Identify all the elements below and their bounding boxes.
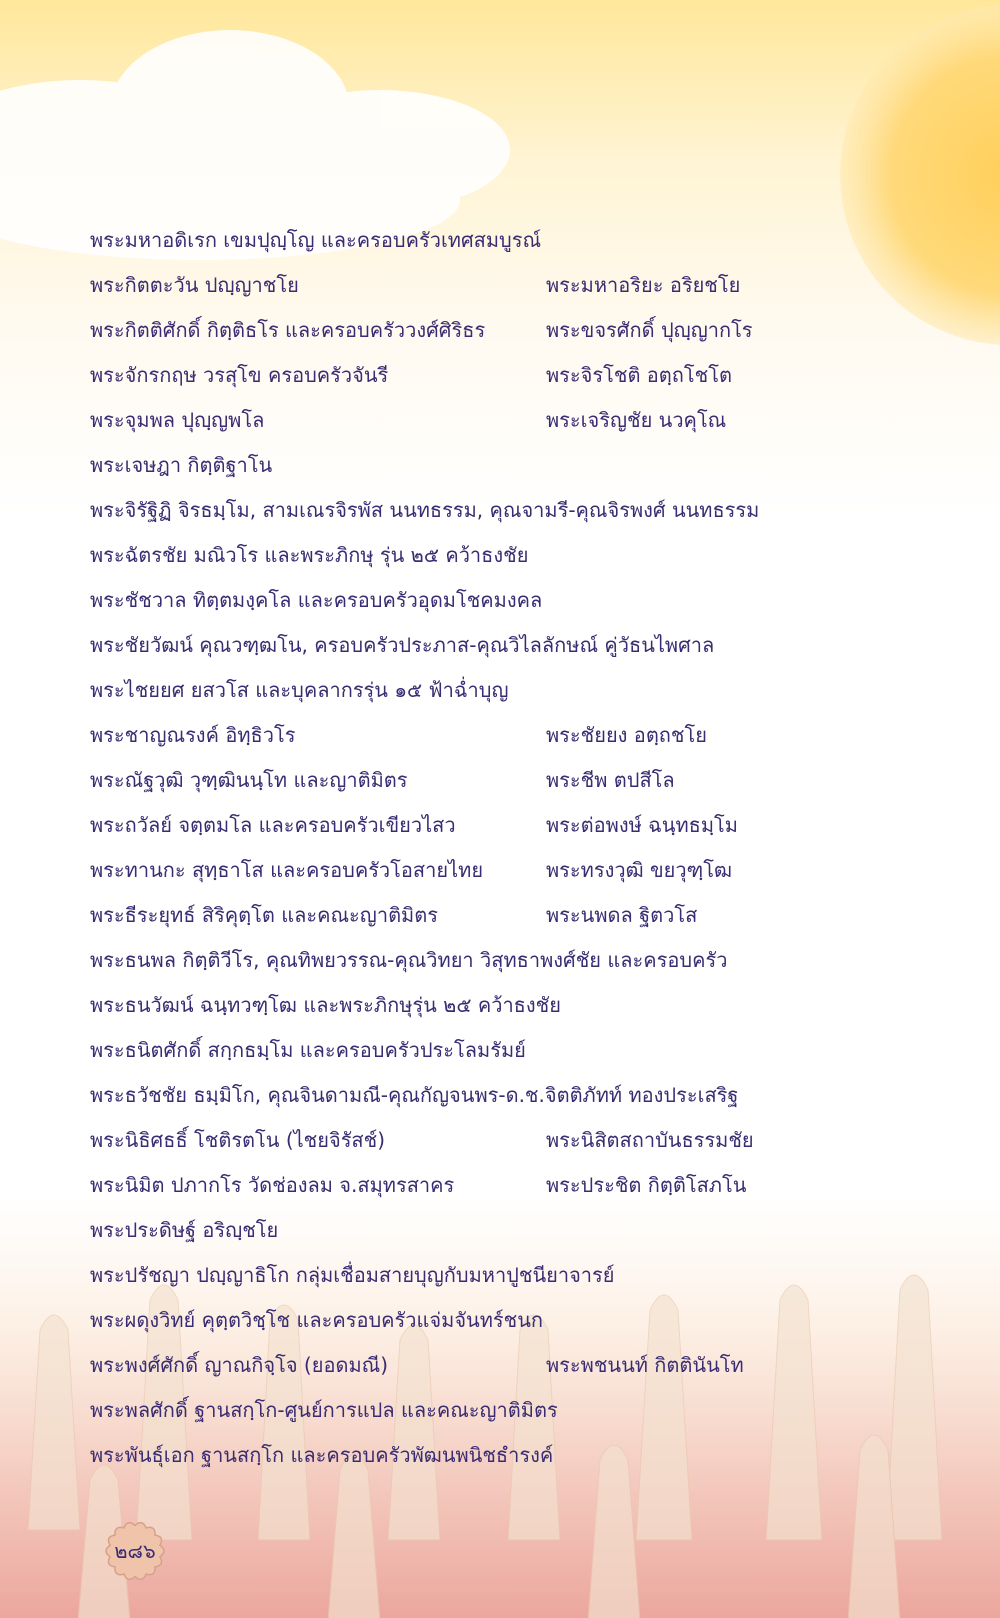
name-entry-right: พระนิสิตสถาบันธรรมชัย: [546, 1128, 754, 1152]
list-item: [90, 983, 950, 1028]
list-item: [90, 218, 950, 263]
list-item: [90, 803, 950, 848]
name-entry-right: พระทรงวุฒิ ขยวุฑฺโฒ: [546, 858, 733, 882]
name-entry-right: พระประชิต กิตฺติโสภโน: [546, 1173, 747, 1197]
list-item: [90, 443, 950, 488]
list-item: [90, 668, 950, 713]
list-item: [90, 893, 950, 938]
name-entry-left: พระธนิตศักดิ์ สกฺกธมฺโม และครอบครัวประโลมรัมย์: [90, 1038, 526, 1062]
page-number: ๒๘๖: [114, 1539, 156, 1563]
name-entry-left: พระณัฐวุฒิ วุฑฺฒินนฺโท และญาติมิตร: [90, 768, 408, 792]
list-item: [90, 713, 950, 758]
name-entry-left: พระธนวัฒน์ ฉนฺทวฑฺโฒ และพระภิกษุรุ่น ๒๕ คว้าธงชัย: [90, 993, 561, 1017]
list-item: [90, 1163, 950, 1208]
list-item: [90, 848, 950, 893]
name-entry-right: พระขจรศักดิ์ ปุญฺญากโร: [546, 318, 753, 342]
list-item: [90, 1208, 950, 1253]
list-item: [90, 1253, 950, 1298]
list-item: [90, 308, 950, 353]
name-entry-right: พระชัยยง อตฺถชโย: [546, 723, 707, 747]
list-item: [90, 938, 950, 983]
name-entry-right: พระชีพ ตปสีโล: [546, 768, 675, 792]
name-entry-left: พระพงศ์ศักดิ์ ญาณกิจฺโจ (ยอดมณี): [90, 1353, 388, 1377]
name-entry-left: พระธวัชชัย ธมฺมิโก, คุณจินดามณี-คุณกัญจนพร-ด.ช.จิตติภัทท์ ทองประเสริฐ: [90, 1083, 739, 1107]
name-entry-left: พระกิตตะวัน ปญฺญาชโย: [90, 273, 299, 297]
list-item: [90, 623, 950, 668]
list-item: [90, 1028, 950, 1073]
list-item: [90, 1343, 950, 1388]
list-item: [90, 1118, 950, 1163]
list-item: [90, 578, 950, 623]
name-entry-left: พระเจษฎา กิตฺติฐาโน: [90, 453, 273, 477]
name-entry-right: พระต่อพงษ์ ฉนฺทธมฺโม: [546, 813, 738, 837]
name-entry-left: พระผดุงวิทย์ คุตฺตวิชฺโช และครอบครัวแจ่มจันทร์ชนก: [90, 1308, 543, 1332]
name-entry-left: พระธนพล กิตฺติวีโร, คุณทิพยวรรณ-คุณวิทยา วิสุทธาพงศ์ชัย และครอบครัว: [90, 948, 728, 972]
name-entry-left: พระพลศักดิ์ ฐานสกฺโก-ศูนย์การแปล และคณะญาติมิตร: [90, 1398, 558, 1422]
list-item: [90, 533, 950, 578]
name-entry-left: พระนิธิศธธิ์ โชติรตโน (ไชยจิรัสช์): [90, 1128, 386, 1152]
list-item: [90, 1073, 950, 1118]
name-entry-left: พระชัชวาล ทิตฺตมงฺคโล และครอบครัวอุดมโชคมงคล: [90, 588, 543, 612]
name-entry-right: พระเจริญชัย นวคุโณ: [546, 408, 727, 432]
name-entry-right: พระจิรโชติ อตฺถโชโต: [546, 363, 732, 387]
name-entry-left: พระนิมิต ปภากโร วัดช่องลม จ.สมุทรสาคร: [90, 1173, 455, 1197]
list-item: [90, 263, 950, 308]
name-entry-left: พระทานกะ สุทฺธาโส และครอบครัวโอสายไทย: [90, 858, 484, 882]
list-item: [90, 758, 950, 803]
name-entry-left: พระประดิษฐ์ อริญฺชโย: [90, 1218, 279, 1242]
name-entry-left: พระถวัลย์ จตฺตมโล และครอบครัวเขียวไสว: [90, 813, 456, 837]
page-number-badge: [104, 1520, 166, 1582]
name-entry-left: พระไชยยศ ยสวโส และบุคลากรรุ่น ๑๕ ฟ้าฉ่ำบุญ: [90, 678, 509, 702]
name-entry-left: พระฉัตรชัย มณิวโร และพระภิกษุ รุ่น ๒๕ คว้าธงชัย: [90, 543, 529, 567]
list-item: [90, 353, 950, 398]
name-entry-left: พระจิรัฐิฏิ จิรธมฺโม, สามเณรจิรพัส นนทธรรม, คุณจามรี-คุณจิรพงศ์ นนทธรรม: [90, 498, 760, 522]
name-entry-left: พระมหาอดิเรก เขมปุญฺโญ และครอบครัวเทศสมบูรณ์: [90, 228, 542, 252]
name-entry-right: พระมหาอริยะ อริยชโย: [546, 273, 741, 297]
list-item: [90, 488, 950, 533]
name-entry-left: พระพันธุ์เอก ฐานสกฺโก และครอบครัวพัฒนพนิชธำรงค์: [90, 1443, 554, 1467]
name-entry-left: พระจักรกฤษ วรสุโข ครอบครัวจันรี: [90, 363, 389, 387]
list-item: [90, 1298, 950, 1343]
names-list: [90, 218, 950, 1478]
name-entry-left: พระปรัชญา ปญฺญาธิโก กลุ่มเชื่อมสายบุญกับมหาปูชนียาจารย์: [90, 1263, 615, 1287]
name-entry-left: พระชาญณรงค์ อิทฺธิวโร: [90, 723, 296, 747]
name-entry-left: พระจุมพล ปุญฺญพโล: [90, 408, 265, 432]
list-item: [90, 1388, 950, 1433]
list-item: [90, 398, 950, 443]
name-entry-right: พระนพดล ฐิตวโส: [546, 903, 698, 927]
name-entry-left: พระธีระยุทธ์ สิริคุตฺโต และคณะญาติมิตร: [90, 903, 438, 927]
name-entry-right: พระพชนนท์ กิตตินันโท: [546, 1353, 744, 1377]
name-entry-left: พระชัยวัฒน์ คุณวฑฺฒโน, ครอบครัวประภาส-คุณวิไลลักษณ์ คู่วัธนไพศาล: [90, 633, 715, 657]
list-item: [90, 1433, 950, 1478]
name-entry-left: พระกิตติศักดิ์ กิตฺติธโร และครอบครัววงศ์ศิริธร: [90, 318, 486, 342]
